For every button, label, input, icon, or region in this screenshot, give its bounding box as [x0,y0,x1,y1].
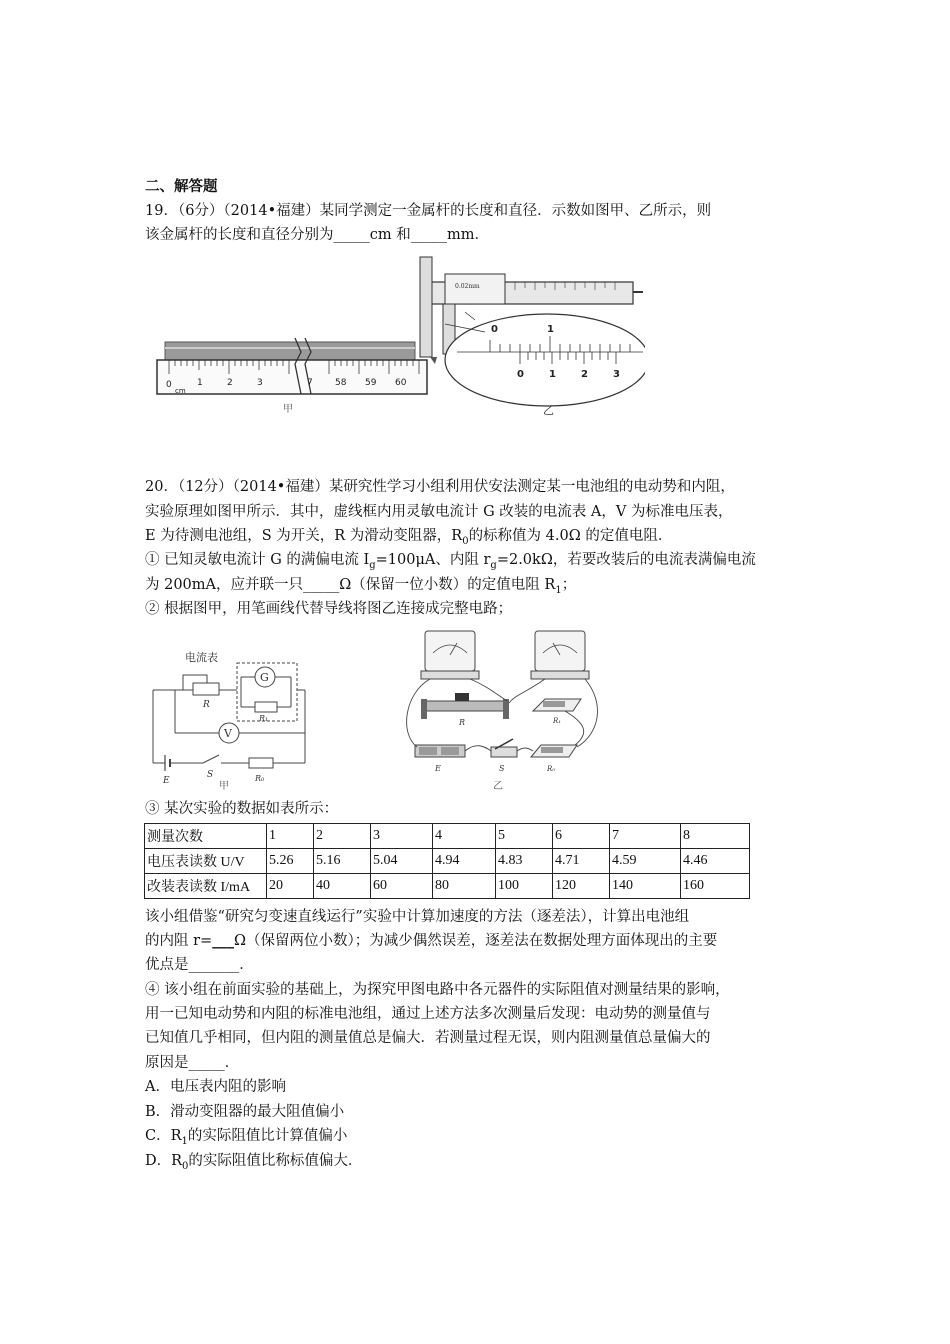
rheostat-apparatus [421,693,509,719]
table-cell: 2 [314,824,371,849]
switch-S [203,755,219,763]
q20-line-6: ② 根据图甲，用笔画线代替导线将图乙连接成完整电路； [145,601,513,617]
label-R0: R₀ [255,774,265,783]
caption-yi-2: 乙 [493,781,503,792]
ammeter-label: 电流表 [185,651,218,664]
table-cell: 测量次数 [145,824,267,849]
q20-line-5: 为 200mA，应并联一只_____Ω（保留一位小数）的定值电阻 $R_1$； [145,577,577,596]
table-cell: 4 [433,824,496,849]
ruler-label-1: 1 [197,378,203,388]
apparatus-label-R0: R₀ [547,765,556,773]
q20-line-3: E 为待测电池组，S 为开关，R 为滑动变阻器，$R_0$的标称值为 4.0Ω 的定值电阻． [145,528,673,547]
option-c: C．$R_1$的实际阻值比计算值偏小 [145,1128,348,1147]
ruler-label-60: 60 [395,378,407,388]
table-cell: 40 [314,874,371,899]
table-cell: 8 [681,824,750,849]
table-cell: 5.04 [371,849,433,874]
table-cell: 4.46 [681,849,750,874]
table-cell: 电压表读数 U/V [145,849,267,874]
label-S: S [207,770,214,780]
table-cell: 60 [371,874,433,899]
table-cell: 20 [267,874,314,899]
apparatus-label-E: E [435,764,441,773]
label-E: E [163,776,170,786]
table-cell: 4.59 [610,849,681,874]
rheostat-R [193,683,219,695]
table-cell: 100 [496,874,553,899]
metal-rod [165,342,415,360]
table-cell: 6 [553,824,610,849]
meter-left [421,631,479,679]
label-R1: R₁ [259,714,269,723]
data-table [144,823,750,899]
ruler-label-59: 59 [365,378,377,388]
battery-apparatus [415,745,465,757]
table-cell: 3 [371,824,433,849]
magnified-scale [445,314,645,406]
option-d: D．$R_0$的实际阻值比称标值偏大． [145,1153,363,1172]
table-cell: 160 [681,874,750,899]
ruler-label-7: 7 [307,378,313,388]
ruler-label-58: 58 [335,378,347,388]
table-cell: 80 [433,874,496,899]
table-cell: 7 [610,824,681,849]
q19-figure [145,252,645,420]
ruler-label-2: 2 [227,378,233,388]
table-row [145,849,750,874]
q20-line-9: 的内阻 r=___Ω（保留两位小数）；为减少偶然误差，逐差法在数据处理方面体现出的主要 [145,932,718,949]
q20-line-10: 优点是_______． [145,957,254,973]
apparatus-label-R: R [459,718,466,727]
table-cell: 5.26 [267,849,314,874]
table-cell: 5.16 [314,849,371,874]
ruler-label-3: 3 [257,378,263,388]
ruler-unit: cm [175,387,186,395]
apparatus-diagram-yi [395,623,605,795]
table-cell: 120 [553,874,610,899]
q20-line-11: ④ 该小组在前面实验的基础上，为探究甲图电路中各元器件的实际阻值对测量结果的影响， [145,982,730,998]
resistor-R0-apparatus [531,745,577,757]
main-scale-label-1: 1 [547,324,554,335]
caption-jia-1: 甲 [283,404,293,415]
q20-line-2: 实验原理如图甲所示．其中，虚线框内用灵敏电流计 G 改装的电流表 A，V 为标准电压表， [145,504,733,520]
caliper-tiny-label: 0.02mm [455,283,480,290]
q20-line-4: ① 已知灵敏电流计 G 的满偏电流 $I_g=100\mu A$、内阻 $r_g=2.0k\Omega$，若要改装后的电流表满偏电流 [145,552,756,571]
vernier-label-0: 0 [517,369,524,380]
option-a: A．电压表内阻的影响 [145,1079,286,1095]
main-scale-label-0: 0 [491,324,498,335]
apparatus-wires [407,679,598,751]
resistor-R1-apparatus [533,699,581,711]
table-cell: 4.71 [553,849,610,874]
vernier-label-2: 2 [581,369,588,380]
q19-line-1: 19．（6分）（2014•福建）某同学测定一金属杆的长度和直径．示数如图甲、乙所示，则 [145,203,712,219]
q20-line-8: 该小组借鉴“研究匀变速直线运行”实验中计算加速度的方法（逐差法），计算出电池组 [145,909,690,925]
section-title: 二、解答题 [145,178,218,195]
q20-line-14: 原因是_____． [145,1055,240,1071]
table-cell: 改装表读数 I/mA [145,874,267,899]
ruler-label-0: 0 [166,380,172,390]
table-cell: 140 [610,874,681,899]
apparatus-label-S: S [499,764,505,773]
label-V: V [224,727,232,740]
q20-line-7: ③ 某次实验的数据如表所示： [145,801,339,817]
resistor-R0 [249,758,273,768]
q20-line-13: 已知值几乎相同，但内阻的测量值总是偏大．若测量过程无误，则内阻测量值总量偏大的 [145,1030,711,1046]
resistor-R1 [255,702,277,712]
table-cell: 4.94 [433,849,496,874]
table-row [145,874,750,899]
caption-yi-1: 乙 [543,404,554,417]
label-G: G [260,671,269,684]
q19-line-2: 该金属杆的长度和直径分别为_____cm 和_____mm． [145,227,489,243]
table-cell: 5 [496,824,553,849]
table-cell: 4.83 [496,849,553,874]
vernier-label-3: 3 [613,369,620,380]
table-cell: 1 [267,824,314,849]
apparatus-label-R1: R₁ [553,717,562,725]
option-b: B．滑动变阻器的最大阻值偏小 [145,1104,345,1120]
vernier-label-1: 1 [549,369,556,380]
switch-apparatus [491,739,517,757]
label-R: R [203,700,210,710]
caption-jia-2: 甲 [219,781,229,790]
table-row [145,824,750,849]
circuit-diagram-jia [145,645,315,790]
q20-line-12: 用一已知电动势和内阻的标准电池组，通过上述方法多次测量后发现：电动势的测量值与 [145,1006,711,1022]
meter-right [531,631,589,679]
meter-ruler [157,360,427,394]
q20-line-1: 20．（12分）（2014•福建）某研究性学习小组利用伏安法测定某一电池组的电动势和内阻， [145,479,735,495]
